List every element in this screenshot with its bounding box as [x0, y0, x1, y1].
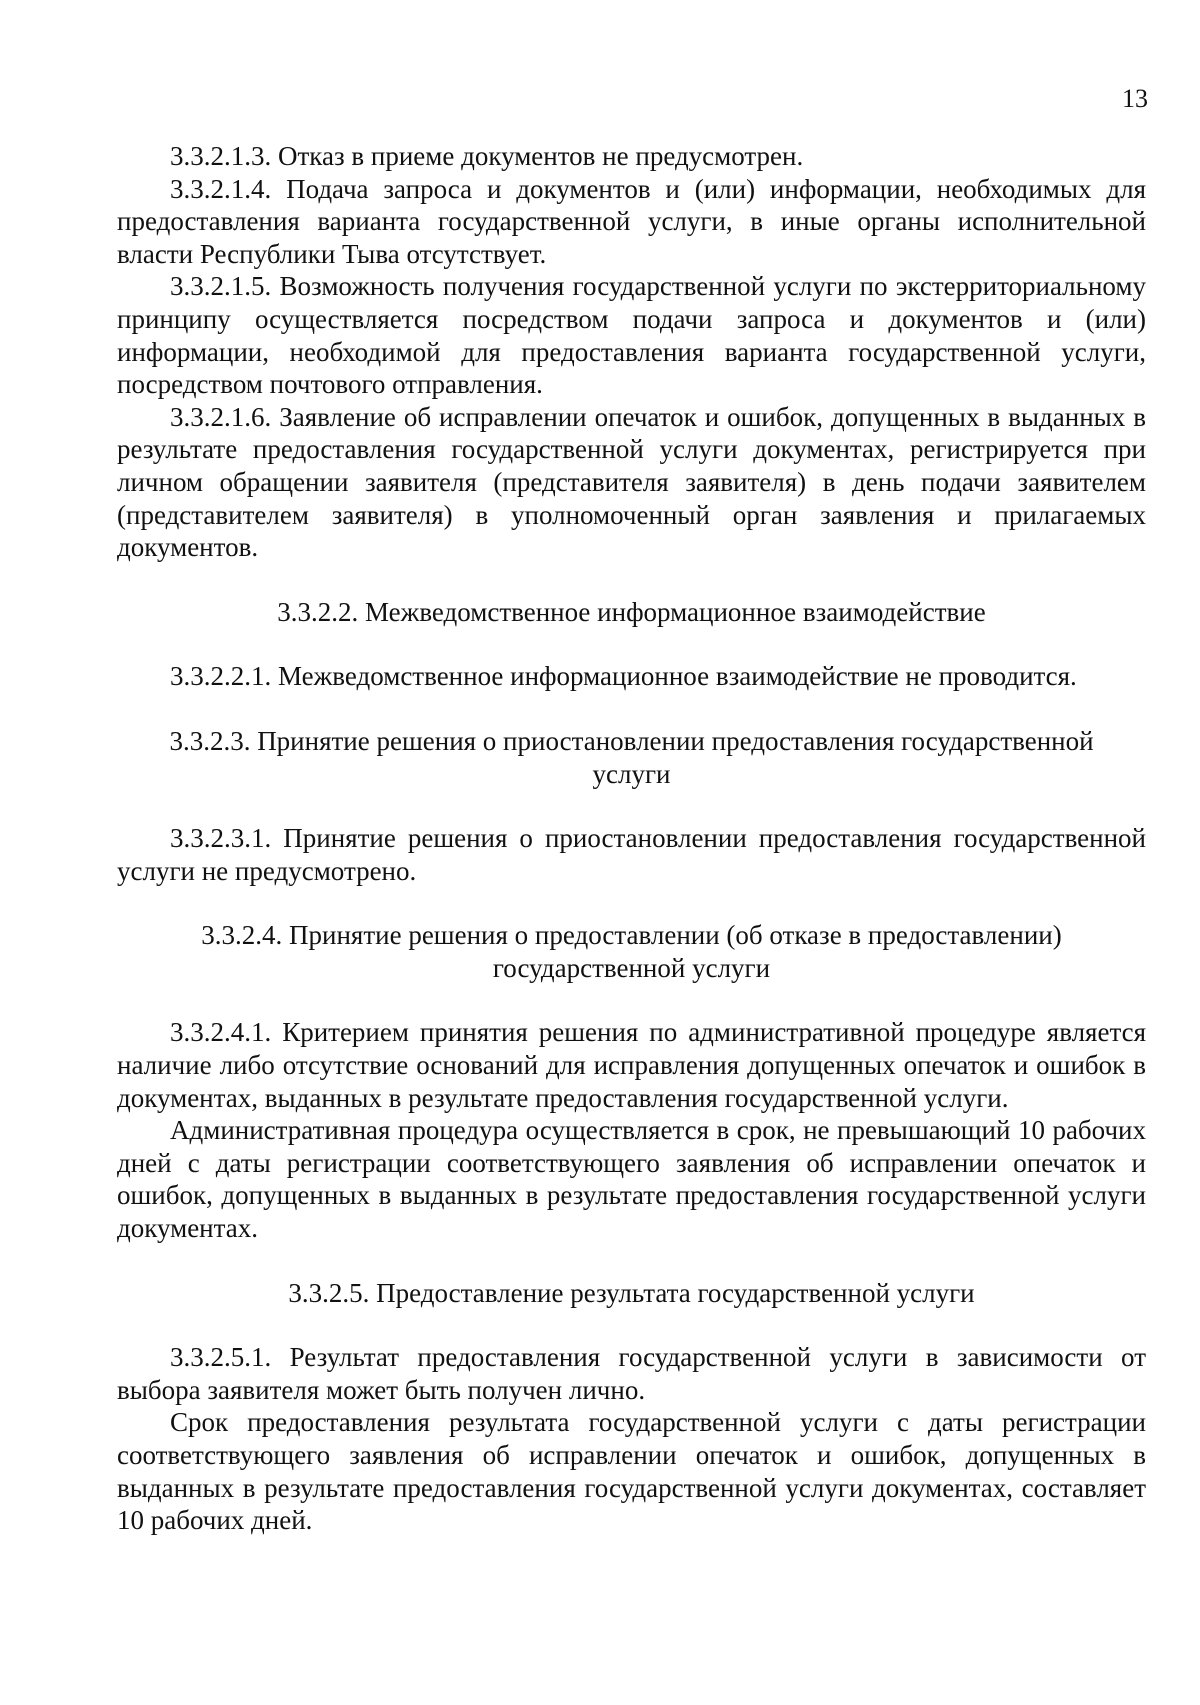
section-heading-3-3-2-4-line-2: государственной услуги	[492, 952, 771, 983]
paragraph-3-3-2-1-3: 3.3.2.1.3. Отказ в приеме документов не предусмотрен.	[170, 141, 804, 171]
paragraph-3-3-2-1-4: 3.3.2.1.4. Подача запроса и документов и (или) информации, необходимых для предоставления варианта государственной услуги, в иные органы исполнительной власти Республики Тыва отсутствует.	[117, 173, 1146, 269]
paragraph-3-3-2-1-5: 3.3.2.1.5. Возможность получения государственной услуги по экстерриториальному принципу осуществляется посредством подачи запроса и документов и (или) информации, необходимой для предоставления варианта государственной услуги, посредством почтового отправления.	[117, 271, 1146, 400]
paragraph-3-3-2-2-1: 3.3.2.2.1. Межведомственное информационное взаимодействие не проводится.	[170, 661, 1077, 692]
page-number: 13	[1122, 84, 1148, 113]
paragraph-result-term: Срок предоставления результата государственной услуги с даты регистрации соответствующего заявления об исправлении опечаток и ошибок, допущенных в выданных в результате предоставления государственной услуги документах, составляет 10 рабочих дней.	[117, 1407, 1146, 1536]
section-heading-3-3-2-4	[117, 919, 1146, 984]
section-heading-3-3-2-3-line-1: 3.3.2.3. Принятие решения о приостановлении предоставления государственной	[169, 725, 1094, 756]
section-heading-3-3-2-5: 3.3.2.5. Предоставление результата государственной услуги	[288, 1277, 975, 1308]
paragraph-procedure-term: Административная процедура осуществляется в срок, не превышающий 10 рабочих дней с даты регистрации соответствующего заявления об исправлении опечаток и ошибок, допущенных в выданных в результате предоставления государственной услуги документах.	[117, 1115, 1146, 1244]
document-body	[117, 140, 1146, 1537]
paragraph-3-3-2-1-6: 3.3.2.1.6. Заявление об исправлении опечаток и ошибок, допущенных в выданных в результате предоставления государственной услуги документах, регистрируется при личном обращении заявителя (представителя заявителя) в день подачи заявителем (представителем заявителя) в уполномоченный орган заявления и прилагаемых документов.	[117, 401, 1146, 563]
paragraph-3-3-2-5-1: 3.3.2.5.1. Результат предоставления государственной услуги в зависимости от выбора заявителя может быть получен лично.	[117, 1342, 1146, 1405]
paragraph-3-3-2-3-1: 3.3.2.3.1. Принятие решения о приостановлении предоставления государственной услуги не предусмотрено.	[117, 823, 1146, 886]
paragraph-3-3-2-4-1: 3.3.2.4.1. Критерием принятия решения по административной процедуре является наличие либо отсутствие оснований для исправления допущенных опечаток и ошибок в документах, выданных в результате предоставления государственной услуги.	[117, 1017, 1146, 1113]
section-heading-3-3-2-2: 3.3.2.2. Межведомственное информационное взаимодействие	[277, 596, 986, 627]
section-heading-3-3-2-4-line-1: 3.3.2.4. Принятие решения о предоставлении (об отказе в предоставлении)	[201, 920, 1062, 951]
section-heading-3-3-2-3-line-2: услуги	[592, 758, 671, 789]
section-heading-3-3-2-3	[117, 725, 1146, 790]
